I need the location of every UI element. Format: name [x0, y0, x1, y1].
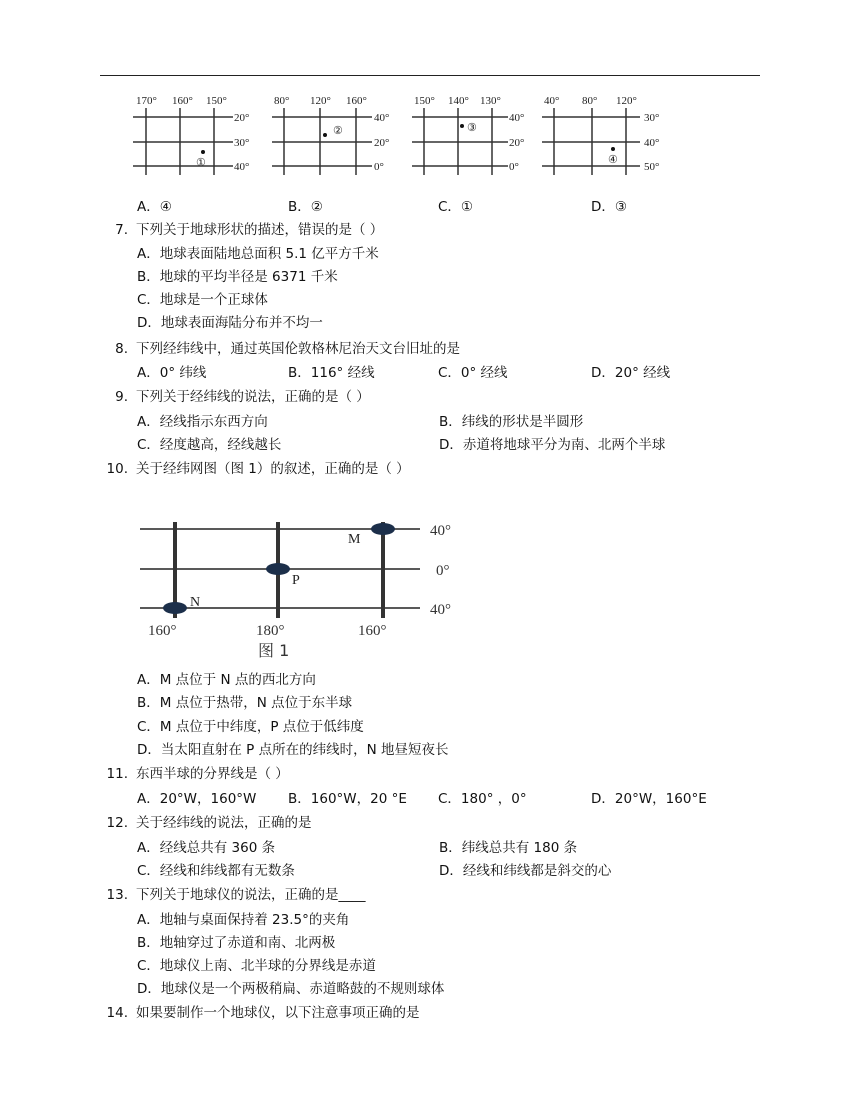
- grid-lat-label: 30°: [234, 137, 250, 149]
- option[interactable]: C．地球仪上南、北半球的分界线是赤道: [137, 958, 376, 974]
- grid-lon-label: 170°: [136, 95, 157, 107]
- question-number: 8.: [115, 341, 128, 357]
- question-stem: 东西半球的分界线是（ ）: [136, 766, 289, 782]
- grid-lat-label: 40°: [644, 137, 660, 149]
- point-m-label: M: [348, 532, 361, 547]
- option[interactable]: D．赤道将地球平分为南、北两个半球: [439, 437, 666, 453]
- q6-grid-3: [410, 90, 542, 190]
- grid-marker: ④: [608, 154, 618, 166]
- grid-lon-label: 150°: [206, 95, 227, 107]
- lon-label: 180°: [256, 623, 285, 639]
- option[interactable]: D．经线和纬线都是斜交的心: [439, 863, 612, 879]
- q6-grid-1: [128, 90, 260, 190]
- figure-caption: 图 1: [258, 641, 290, 658]
- grid-lon-label: 80°: [582, 95, 598, 107]
- question-stem: 关于经纬网图（图 1）的叙述，正确的是（ ）: [136, 461, 410, 477]
- header-rule: [100, 75, 760, 76]
- grid-lat-label: 30°: [644, 112, 660, 124]
- grid-lat-label: 40°: [374, 112, 390, 124]
- option[interactable]: A．0° 纬线: [137, 365, 207, 381]
- figure-1: [130, 518, 490, 658]
- option[interactable]: B．160°W，20 °E: [288, 791, 407, 807]
- lon-label: 160°: [358, 623, 387, 639]
- q6-option-a[interactable]: A．④: [137, 199, 172, 215]
- grid-lat-label: 20°: [374, 137, 390, 149]
- grid-lon-label: 120°: [616, 95, 637, 107]
- option[interactable]: D．20°W，160°E: [591, 791, 707, 807]
- grid-lon-label: 160°: [346, 95, 367, 107]
- question-stem: 下列关于地球形状的描述，错误的是（ ）: [136, 222, 384, 238]
- option[interactable]: C．0° 经线: [438, 365, 508, 381]
- option[interactable]: A．地球表面陆地总面积 5.1 亿平方千米: [137, 246, 379, 262]
- grid-lat-label: 0°: [509, 161, 519, 173]
- grid-lon-label: 160°: [172, 95, 193, 107]
- q6-option-c[interactable]: C．①: [438, 199, 474, 215]
- grid-lon-label: 130°: [480, 95, 501, 107]
- grid-lat-label: 40°: [234, 161, 250, 173]
- question-stem: 下列经纬线中，通过英国伦敦格林尼治天文台旧址的是: [136, 341, 460, 357]
- lat-label: 40°: [430, 602, 451, 618]
- grid-marker: ①: [196, 157, 206, 169]
- option[interactable]: B．M 点位于热带，N 点位于东半球: [137, 695, 353, 711]
- grid-lat-label: 40°: [509, 112, 525, 124]
- question-number: 12.: [106, 815, 128, 831]
- grid-lat-label: 0°: [374, 161, 384, 173]
- lat-label: 0°: [436, 563, 450, 579]
- option[interactable]: A．经线总共有 360 条: [137, 840, 276, 856]
- grid-lat-label: 20°: [234, 112, 250, 124]
- option[interactable]: D．地球表面海陆分布并不均一: [137, 315, 323, 331]
- option[interactable]: B．116° 经线: [288, 365, 375, 381]
- option[interactable]: C．经度越高，经线越长: [137, 437, 282, 453]
- question-number: 11.: [106, 766, 128, 782]
- question-stem: 如果要制作一个地球仪，以下注意事项正确的是: [136, 1005, 420, 1021]
- option[interactable]: A．M 点位于 N 点的西北方向: [137, 672, 316, 688]
- option[interactable]: A．经线指示东西方向: [137, 414, 268, 430]
- option[interactable]: A．20°W，160°W: [137, 791, 257, 807]
- option[interactable]: B．地轴穿过了赤道和南、北两极: [137, 935, 336, 951]
- option[interactable]: C．M 点位于中纬度，P 点位于低纬度: [137, 719, 364, 735]
- grid-lon-label: 80°: [274, 95, 290, 107]
- question-number: 13.: [106, 887, 128, 903]
- option[interactable]: C．180° ，0°: [438, 791, 527, 807]
- option[interactable]: B．纬线的形状是半圆形: [439, 414, 584, 430]
- q6-option-b[interactable]: B．②: [288, 199, 323, 215]
- q6-grid-4: [540, 90, 672, 190]
- point-n-label: N: [190, 595, 201, 610]
- option[interactable]: D．20° 经线: [591, 365, 671, 381]
- question-number: 10.: [106, 461, 128, 477]
- q6-option-d[interactable]: D．③: [591, 199, 627, 215]
- option[interactable]: C．地球是一个正球体: [137, 292, 268, 308]
- question-number: 9.: [115, 389, 128, 405]
- grid-lon-label: 40°: [544, 95, 560, 107]
- question-number: 7.: [115, 222, 128, 238]
- question-number: 14.: [106, 1005, 128, 1021]
- q6-grid-2: [270, 90, 402, 190]
- grid-lon-label: 120°: [310, 95, 331, 107]
- lat-label: 40°: [430, 523, 451, 539]
- option[interactable]: A．地轴与桌面保持着 23.5°的夹角: [137, 912, 350, 928]
- option[interactable]: B．纬线总共有 180 条: [439, 840, 578, 856]
- grid-lat-label: 20°: [509, 137, 525, 149]
- option[interactable]: D．当太阳直射在 P 点所在的纬线时，N 地昼短夜长: [137, 742, 449, 758]
- grid-marker: ③: [467, 122, 477, 134]
- question-stem: 下列关于地球仪的说法，正确的是____: [136, 887, 366, 903]
- question-stem: 关于经纬线的说法，正确的是: [136, 815, 312, 831]
- point-p-label: P: [292, 573, 300, 588]
- option[interactable]: D．地球仪是一个两极稍扁、赤道略鼓的不规则球体: [137, 981, 445, 997]
- grid-lon-label: 140°: [448, 95, 469, 107]
- grid-lon-label: 150°: [414, 95, 435, 107]
- grid-lat-label: 50°: [644, 161, 660, 173]
- question-stem: 下列关于经纬线的说法，正确的是（ ）: [136, 389, 370, 405]
- grid-marker: ②: [333, 125, 343, 137]
- lon-label: 160°: [148, 623, 177, 639]
- option[interactable]: B．地球的平均半径是 6371 千米: [137, 269, 338, 285]
- option[interactable]: C．经线和纬线都有无数条: [137, 863, 295, 879]
